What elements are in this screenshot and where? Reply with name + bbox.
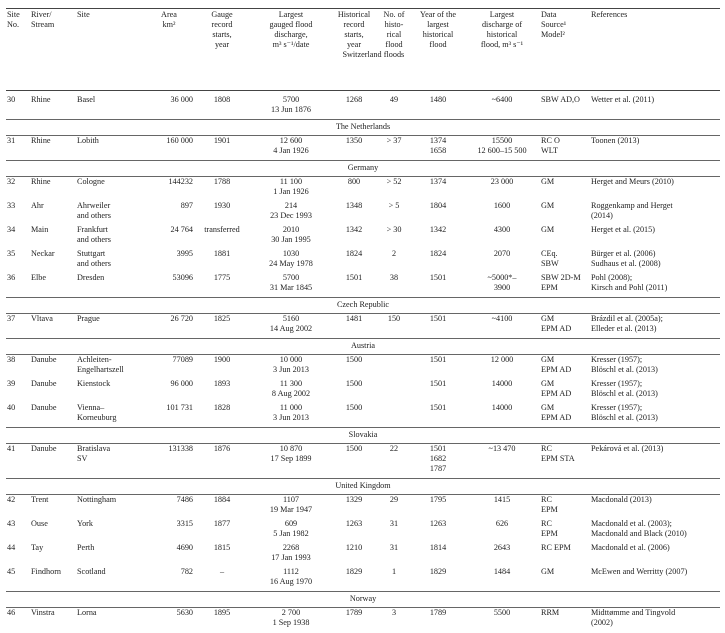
cell-area: 160 000 (166, 135, 193, 145)
cell-site-no: 45 (7, 566, 16, 576)
country-name: Norway (6, 591, 720, 607)
cell-river: Vltava (31, 313, 53, 323)
header-references: References (591, 10, 628, 19)
cell-site: Basel (77, 94, 96, 104)
cell-year-largest: 1829 (429, 566, 447, 576)
cell-historical-start: 1789 (345, 607, 363, 617)
table-row (6, 543, 720, 563)
cell-river: Danube (31, 443, 57, 453)
cell-year-largest: 1824 (429, 248, 447, 258)
table-row (6, 519, 720, 539)
cell-data-source: RC EPM (541, 542, 571, 552)
cell-historical-start: 1500 (345, 402, 363, 412)
cell-num-historical: 29 (389, 494, 399, 504)
cell-site-no: 35 (7, 248, 16, 258)
cell-gauge-start: 1788 (213, 176, 231, 186)
header-historical-start: Historical record starts, year Switzerland (337, 10, 382, 59)
cell-gauge-start: 1901 (213, 135, 231, 145)
cell-year-largest: 1501 (429, 313, 447, 323)
cell-site-no: 32 (7, 176, 16, 186)
country-name: United Kingdom (6, 478, 720, 494)
cell-gauge-start: 1895 (213, 607, 231, 617)
cell-largest-historical: 15500 12 600–15 500 (477, 135, 527, 155)
table-row (6, 249, 720, 269)
cell-gauge-start: 1884 (213, 494, 231, 504)
table-row (6, 567, 720, 587)
cell-num-historical: 2 (391, 248, 397, 258)
cell-historical-start: 1500 (345, 354, 363, 364)
cell-site: Stuttgart and others (77, 248, 111, 268)
cell-num-historical: > 37 (386, 135, 402, 145)
cell-year-largest: 1789 (429, 607, 447, 617)
cell-site-no: 39 (7, 378, 16, 388)
cell-data-source: GM EPM AD (541, 402, 572, 422)
cell-references: Kresser (1957); Blöschl et al. (2013) (591, 402, 658, 422)
country-row (6, 591, 720, 607)
table-row (6, 176, 720, 197)
cell-area: 26 720 (170, 313, 193, 323)
cell-largest-gauged: 5700 31 Mar 1845 (269, 272, 313, 292)
cell-num-historical: 49 (389, 94, 399, 104)
table-top-rule (6, 8, 720, 9)
header-area: Area km² (161, 10, 177, 29)
cell-year-largest: 1374 (429, 176, 447, 186)
table-row (6, 607, 720, 628)
cell-river: Rhine (31, 176, 51, 186)
cell-year-largest: 1480 (429, 94, 447, 104)
cell-largest-historical: 1415 (493, 494, 511, 504)
cell-river: Ahr (31, 200, 44, 210)
cell-gauge-start: 1877 (213, 518, 231, 528)
cell-historical-start: 1342 (345, 224, 363, 234)
cell-historical-start: 1263 (345, 518, 363, 528)
cell-num-historical (376, 354, 412, 375)
cell-site-no: 31 (7, 135, 16, 145)
cell-site: Perth (77, 542, 95, 552)
cell-site-no: 33 (7, 200, 16, 210)
country-name: Slovakia (6, 427, 720, 443)
table-row (6, 443, 720, 474)
country-row (6, 297, 720, 313)
country-row (6, 478, 720, 494)
cell-largest-gauged: 11 000 3 Jun 2013 (273, 402, 309, 422)
cell-references: Wetter et al. (2011) (591, 94, 655, 104)
country-name: Germany (6, 160, 720, 176)
spacer-row (6, 628, 720, 632)
cell-num-historical: 31 (389, 518, 399, 528)
country-row (6, 338, 720, 354)
header-num-historical: No. of histo- rical flood floods (383, 10, 405, 59)
country-name: Czech Republic (6, 297, 720, 313)
cell-data-source: GM (541, 566, 555, 576)
cell-river: Ouse (31, 518, 48, 528)
header-largest-historical: Largest discharge of historical flood, m³ s⁻¹ (480, 10, 524, 49)
table-row (6, 354, 720, 375)
cell-references: Bürger et al. (2006) Sudhaus et al. (2008) (591, 248, 661, 268)
cell-largest-gauged: 214 23 Dec 1993 (270, 200, 312, 220)
cell-area: 101 731 (166, 402, 193, 412)
cell-largest-historical: 14000 (491, 378, 513, 388)
cell-largest-historical: ~13 470 (488, 443, 516, 453)
cell-area: 77089 (172, 354, 193, 364)
country-name: The Netherlands (6, 119, 720, 135)
cell-largest-gauged: 1030 24 May 1978 (269, 248, 313, 268)
cell-river: Vinstra (31, 607, 55, 617)
header-site: Site (77, 10, 90, 19)
cell-area: 782 (180, 566, 193, 576)
cell-num-historical: > 52 (386, 176, 402, 186)
table-header (6, 10, 720, 90)
cell-largest-historical: 1484 (493, 566, 511, 576)
cell-site-no: 36 (7, 272, 16, 282)
cell-largest-historical: 2643 (493, 542, 511, 552)
cell-gauge-start: 1775 (213, 272, 231, 282)
cell-site-no: 37 (7, 313, 16, 323)
cell-area: 96 000 (170, 378, 193, 388)
cell-data-source: SBW AD,O (541, 94, 580, 104)
cell-data-source: RRM (541, 607, 560, 617)
cell-gauge-start: 1900 (213, 354, 231, 364)
table-row (6, 201, 720, 221)
cell-data-source: RC EPM (541, 494, 558, 514)
cell-site: York (77, 518, 94, 528)
cell-references: Herget et al. (2015) (591, 224, 655, 234)
cell-year-largest: 1501 (429, 272, 447, 282)
cell-site: Lorna (77, 607, 97, 617)
cell-references: Macdonald et al. (2006) (591, 542, 670, 552)
cell-area: 36 000 (170, 94, 193, 104)
cell-river: Rhine (31, 135, 51, 145)
cell-references: Kresser (1957); Blöschl et al. (2013) (591, 354, 658, 374)
cell-largest-gauged: 2268 17 Jan 1993 (271, 542, 311, 562)
cell-references: Pohl (2008); Kirsch and Pohl (2011) (591, 272, 668, 292)
cell-references: McEwen and Werritty (2007) (591, 566, 688, 576)
cell-site: Kienstock (77, 378, 111, 388)
cell-site: Prague (77, 313, 100, 323)
cell-river: Danube (31, 354, 57, 364)
cell-references: Midttømme and Tingvold (2002) (591, 607, 676, 627)
cell-largest-historical: ~5000*– 3900 (487, 272, 517, 292)
cell-largest-gauged: 2 700 1 Sep 1938 (272, 607, 310, 627)
cell-area: 5630 (176, 607, 193, 617)
cell-historical-start: 1481 (345, 313, 363, 323)
cell-river: Trent (31, 494, 49, 504)
cell-area: 4690 (176, 542, 193, 552)
cell-site: Vienna– Korneuburg (77, 402, 117, 422)
country-row (6, 119, 720, 135)
cell-largest-gauged: 5160 14 Aug 2002 (269, 313, 313, 333)
header-largest-gauged: Largest gauged flood discharge, m³ s⁻¹/date (269, 10, 313, 49)
cell-largest-historical: 4300 (493, 224, 511, 234)
cell-historical-start: 1348 (345, 200, 363, 210)
cell-year-largest: 1263 (429, 518, 447, 528)
table-row (6, 313, 720, 334)
cell-river: Danube (31, 378, 57, 388)
cell-year-largest: 1342 (429, 224, 447, 234)
cell-gauge-start: 1828 (213, 402, 231, 412)
cell-num-historical: > 30 (386, 224, 402, 234)
country-name: Austria (6, 338, 720, 354)
table-row (6, 273, 720, 293)
overflow-country-label: Switzerland (342, 50, 382, 59)
cell-references: Brázdil et al. (2005a); Elleder et al. (2013) (591, 313, 663, 333)
cell-data-source: GM (541, 200, 555, 210)
cell-references: Herget and Meurs (2010) (591, 176, 674, 186)
cell-num-historical: 150 (387, 313, 401, 323)
cell-site: Cologne (77, 176, 105, 186)
header-year-largest: Year of the largest historical flood (419, 10, 456, 49)
cell-historical-start: 1210 (345, 542, 363, 552)
cell-site-no: 42 (7, 494, 16, 504)
cell-site: Scotland (77, 566, 106, 576)
cell-references: Kresser (1957); Blöschl et al. (2013) (591, 378, 658, 398)
cell-site: Frankfurt and others (77, 224, 111, 244)
cell-largest-historical: ~4100 (491, 313, 513, 323)
cell-historical-start: 1824 (345, 248, 363, 258)
cell-largest-historical: 5500 (493, 607, 511, 617)
cell-historical-start: 1829 (345, 566, 363, 576)
cell-num-historical: 38 (389, 272, 399, 282)
cell-gauge-start: 1881 (213, 248, 231, 258)
cell-river: Elbe (31, 272, 47, 282)
cell-area: 3315 (176, 518, 193, 528)
cell-data-source: RC EPM (541, 518, 558, 538)
cell-gauge-start: 1876 (213, 443, 231, 453)
cell-references: Macdonald (2013) (591, 494, 652, 504)
table-row (6, 95, 720, 115)
cell-num-historical: 1 (391, 566, 397, 576)
cell-data-source: GM EPM AD (541, 354, 572, 374)
cell-data-source: RC O WLT (541, 135, 560, 155)
cell-gauge-start: 1815 (213, 542, 231, 552)
cell-site: Achleiten- Engelhartszell (77, 354, 124, 374)
country-row (6, 160, 720, 176)
cell-largest-historical: ~6400 (491, 94, 513, 104)
cell-data-source: CEq. SBW (541, 248, 559, 268)
cell-gauge-start: 1893 (213, 378, 231, 388)
cell-area: 897 (180, 200, 193, 210)
cell-river: Findhorn (31, 566, 62, 576)
cell-river: Danube (31, 402, 57, 412)
cell-largest-historical: 626 (495, 518, 509, 528)
cell-site-no: 43 (7, 518, 16, 528)
cell-year-largest: 1501 (429, 354, 447, 364)
cell-site-no: 40 (7, 402, 16, 412)
cell-largest-gauged: 1112 16 Aug 1970 (269, 566, 313, 586)
table-row (6, 135, 720, 156)
cell-year-largest: 1501 (429, 378, 447, 388)
cell-site: Ahrweiler and others (77, 200, 111, 220)
cell-site-no: 38 (7, 354, 16, 364)
cell-area: 24 764 (170, 224, 193, 234)
cell-references: Toonen (2013) (591, 135, 640, 145)
country-row (6, 427, 720, 443)
cell-historical-start: 1500 (345, 378, 363, 388)
cell-area: 53096 (172, 272, 193, 282)
cell-largest-gauged: 12 600 4 Jan 1926 (273, 135, 309, 155)
table-row (6, 379, 720, 399)
cell-num-historical (376, 379, 412, 399)
cell-year-largest: 1374 1658 (429, 135, 447, 155)
table-row (6, 403, 720, 423)
cell-river: Rhine (31, 94, 51, 104)
cell-site: Bratislava SV (77, 443, 111, 463)
cell-data-source: GM (541, 224, 555, 234)
cell-area: 3995 (176, 248, 193, 258)
cell-year-largest: 1804 (429, 200, 447, 210)
cell-largest-gauged: 10 000 3 Jun 2013 (273, 354, 309, 374)
cell-river: Tay (31, 542, 44, 552)
cell-gauge-start: 1808 (213, 94, 231, 104)
cell-largest-historical: 2070 (493, 248, 511, 258)
table-body (6, 90, 720, 632)
cell-historical-start: 1500 (345, 443, 363, 453)
cell-references: Macdonald et al. (2003); Macdonald and Black (2010) (591, 518, 687, 538)
header-site-no: Site No. (7, 10, 20, 29)
cell-gauge-start: 1825 (213, 313, 231, 323)
cell-data-source: GM EPM AD (541, 313, 572, 333)
cell-data-source: SBW 2D-M EPM (541, 272, 581, 292)
cell-num-historical: 3 (391, 607, 397, 617)
cell-largest-gauged: 10 870 17 Sep 1899 (270, 443, 312, 463)
cell-year-largest: 1795 (429, 494, 447, 504)
cell-gauge-start: transferred (204, 224, 240, 234)
cell-data-source: RC EPM STA (541, 443, 575, 463)
cell-data-source: GM (541, 176, 555, 186)
cell-historical-start: 1501 (345, 272, 363, 282)
cell-largest-gauged: 2010 30 Jan 1995 (271, 224, 311, 244)
header-gauge-record: Gauge record starts, year (211, 10, 233, 49)
cell-largest-gauged: 11 300 8 Aug 2002 (271, 378, 311, 398)
cell-year-largest: 1501 1682 1787 (429, 443, 447, 473)
table-row (6, 225, 720, 245)
cell-largest-gauged: 1107 19 Mar 1947 (269, 494, 313, 514)
cell-largest-historical: 12 000 (490, 354, 514, 364)
cell-site-no: 34 (7, 224, 16, 234)
cell-site-no: 46 (7, 607, 16, 617)
cell-largest-gauged: 11 100 1 Jan 1926 (273, 176, 309, 196)
cell-num-historical (376, 403, 412, 423)
cell-num-historical: 22 (389, 443, 399, 453)
header-data-source: Data Source¹ Model² (541, 10, 567, 39)
cell-site-no: 41 (7, 443, 16, 453)
cell-area: 7486 (176, 494, 193, 504)
flood-records-table (6, 10, 720, 632)
cell-historical-start: 800 (347, 176, 361, 186)
cell-river: Main (31, 224, 49, 234)
cell-largest-gauged: 5700 13 Jun 1876 (270, 94, 312, 114)
cell-site-no: 30 (7, 94, 16, 104)
cell-river: Neckar (31, 248, 55, 258)
cell-year-largest: 1814 (429, 542, 447, 552)
cell-largest-historical: 14000 (491, 402, 513, 412)
cell-largest-historical: 1600 (493, 200, 511, 210)
cell-references: Roggenkamp and Herget (2014) (591, 200, 673, 220)
cell-site: Lobith (77, 135, 99, 145)
cell-largest-historical: 23 000 (490, 176, 514, 186)
cell-historical-start: 1350 (345, 135, 363, 145)
cell-historical-start: 1329 (345, 494, 363, 504)
cell-site: Dresden (77, 272, 105, 282)
cell-gauge-start: 1930 (213, 200, 231, 210)
cell-area: 144232 (168, 176, 193, 186)
cell-num-historical: > 5 (388, 200, 400, 210)
cell-site-no: 44 (7, 542, 16, 552)
cell-data-source: GM EPM AD (541, 378, 572, 398)
cell-largest-gauged: 609 5 Jan 1982 (273, 518, 309, 538)
cell-gauge-start: – (219, 566, 225, 576)
cell-site: Nottingham (77, 494, 117, 504)
cell-year-largest: 1501 (429, 402, 447, 412)
table-row (6, 494, 720, 515)
cell-area: 131338 (168, 443, 193, 453)
header-river: River/ Stream (31, 10, 55, 29)
cell-references: Pekárová et al. (2013) (591, 443, 664, 453)
cell-num-historical: 31 (389, 542, 399, 552)
cell-historical-start: 1268 (345, 94, 363, 104)
